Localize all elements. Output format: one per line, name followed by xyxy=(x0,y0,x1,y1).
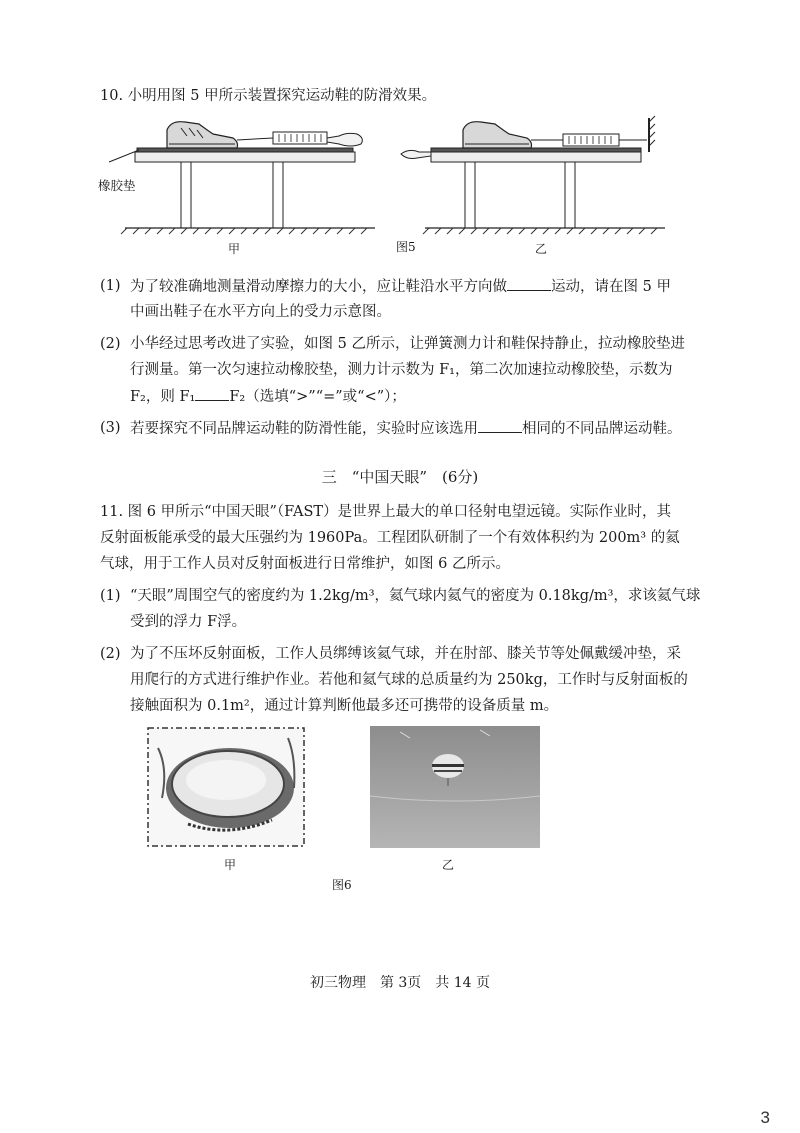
figure6-right-label: 乙 xyxy=(442,858,455,872)
q10-part1-number: (1) xyxy=(100,278,121,294)
q11-part1-number: (1) xyxy=(100,588,121,604)
q10-stem: 10. 小明用图 5 甲所示装置探究运动鞋的防滑效果。 xyxy=(100,88,437,104)
q10-part2-text-b: F₂（选填“>”“=”或“<”）； xyxy=(229,389,406,405)
q10-part2-blank[interactable] xyxy=(195,386,229,401)
q10-part1-blank[interactable] xyxy=(507,276,551,291)
q10-part2-line1: 小华经过思考改进了实验，如图 5 乙所示，让弹簧测力计和鞋保持静止，拉动橡胶垫进 xyxy=(130,336,685,352)
figure6-left-photo xyxy=(148,728,304,846)
q10-part1-line2: 中画出鞋子在水平方向上的受力示意图。 xyxy=(130,304,391,320)
q11-part2-number: (2) xyxy=(100,646,121,662)
figure5-right-apparatus xyxy=(395,110,675,240)
section3-title: 三 “中国天眼” (6分) xyxy=(321,468,479,486)
q11-part2-line3: 接触面积为 0.1m²，通过计算判断他最多还可携带的设备质量 m。 xyxy=(130,698,559,714)
figure5-caption: 图5 xyxy=(396,240,416,254)
figure6-caption: 图6 xyxy=(332,878,352,892)
q11-stem-line1: 11. 图 6 甲所示“中国天眼”（FAST）是世界上最大的单口径射电望远镜。实际作业时，其 xyxy=(100,504,672,520)
q11-part2-line1: 为了不压坏反射面板，工作人员绑缚该氦气球，并在肘部、膝关节等处佩戴缓冲垫，采 xyxy=(130,646,681,662)
q10-part2-line2: 行测量。第一次匀速拉动橡胶垫，测力计示数为 F₁，第二次加速拉动橡胶垫，示数为 xyxy=(130,362,673,378)
q11-stem-line2: 反射面板能承受的最大压强约为 1960Pa。工程团队研制了一个有效体积约为 200m³ 的氦 xyxy=(100,530,680,546)
scan-page-number: 3 xyxy=(760,1108,770,1127)
rubber-pad-label: 橡胶垫 xyxy=(98,178,136,193)
figure5-left-apparatus xyxy=(95,110,395,240)
figure6-right-photo xyxy=(370,726,540,848)
q10-part1-line1 xyxy=(130,276,671,297)
figure6-left-label: 甲 xyxy=(224,858,237,872)
q10-part3-text-b: 相同的不同品牌运动鞋。 xyxy=(522,421,682,437)
q10-part1-text-b: 运动，请在图 5 甲 xyxy=(551,279,671,295)
figure5-right-label: 乙 xyxy=(535,242,548,256)
q11-part1-line1: “天眼”周围空气的密度约为 1.2kg/m³，氦气球内氦气的密度为 0.18kg/m³，求该氦气球 xyxy=(130,588,701,604)
q10-part2-line3 xyxy=(130,386,406,407)
q10-part1-text-a: 为了较准确地测量滑动摩擦力的大小，应让鞋沿水平方向做 xyxy=(130,279,507,295)
q10-part3-number: (3) xyxy=(100,420,121,436)
q10-part3-text-a: 若要探究不同品牌运动鞋的防滑性能，实验时应该选用 xyxy=(130,421,478,437)
q11-part2-line2: 用爬行的方式进行维护作业。若他和氦气球的总质量约为 250kg，工作时与反射面板的 xyxy=(130,672,688,688)
page-footer: 初三物理 第 3页 共 14 页 xyxy=(309,975,491,991)
q10-part2-number: (2) xyxy=(100,336,121,352)
q10-part3-blank[interactable] xyxy=(478,418,522,433)
q11-stem-line3: 气球，用于工作人员对反射面板进行日常维护，如图 6 乙所示。 xyxy=(100,556,510,572)
q10-part3-line xyxy=(130,418,682,439)
figure5-left-label: 甲 xyxy=(228,242,241,256)
q11-part1-line2: 受到的浮力 F浮。 xyxy=(130,614,247,630)
q10-part2-text-a: F₂，则 F₁ xyxy=(130,389,196,405)
